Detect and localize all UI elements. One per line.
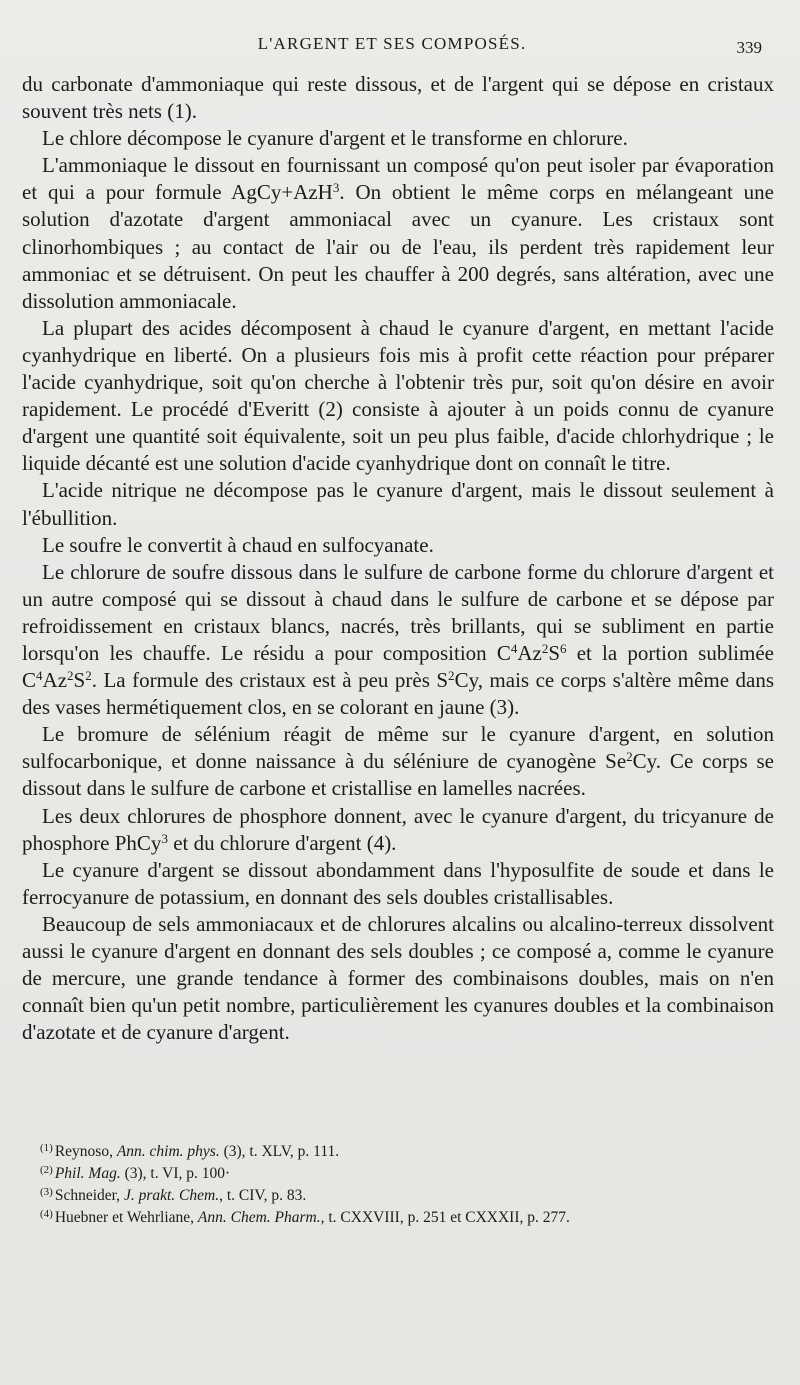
paragraph-text: L'acide nitrique ne décompose pas le cyanure d'argent, mais le dissout seulement à l'ébullition. bbox=[22, 478, 774, 530]
paragraph-text: Cy, mais ce corps s'altère même dans des vases hermétiquement clos, en se colorant en jaune (3). bbox=[22, 668, 774, 720]
superscript: 3 bbox=[332, 180, 340, 196]
paragraph-text: Le bromure de sélénium réagit de même sur le cyanure d'argent, en solution sulfocarbonique, et donne naissance à du séléniure de cyanogène Se bbox=[22, 722, 774, 774]
superscript: 2 bbox=[541, 640, 549, 656]
footnotes bbox=[40, 1139, 760, 1227]
paragraph-text: S bbox=[548, 640, 561, 665]
superscript: 3 bbox=[161, 830, 168, 846]
paragraph bbox=[22, 911, 774, 1046]
footnote bbox=[40, 1161, 760, 1183]
superscript: 4 bbox=[510, 640, 518, 656]
footnote-mark: (1) bbox=[40, 1142, 53, 1154]
footnote-journal: Phil. Mag. bbox=[54, 1165, 121, 1182]
paragraph-text: du carbonate d'ammoniaque qui reste dissous, et de l'argent qui se dépose en cristaux souvent très nets (1). bbox=[22, 72, 774, 124]
footnote-author: Schneider, bbox=[54, 1187, 124, 1204]
paragraph-text: . On obtient le même corps en mélangeant une solution d'azotate d'argent ammoniacal avec un cyanure. Les cristaux sont clinorhombiques ; au contact de l'air ou de l'eau, ils perdent très rapidement leur ammoniac et se détruisent. On peut les chauffer à 200 degrés, sans altération, avec une dissolution ammoniacale. bbox=[22, 180, 774, 313]
paragraph bbox=[22, 71, 774, 125]
paragraph-text: Le chlorure de soufre dissous dans le sulfure de carbone forme du chlorure d'argent et un autre composé qui se dissout à chaud dans le sulfure de carbone et se dépose par refroidissement en cristaux blancs, nacrés, très brillants, qui se subliment en partie lorsqu'on les chauffe. Le résidu a pour composition C bbox=[22, 559, 774, 665]
paragraph bbox=[22, 721, 774, 802]
superscript: 6 bbox=[560, 640, 567, 656]
paragraph-text: Az bbox=[517, 640, 542, 665]
running-head bbox=[22, 34, 762, 56]
superscript: 2 bbox=[626, 749, 633, 765]
footnote-ref: (3), t. VI, p. 100· bbox=[120, 1165, 231, 1182]
footnote-ref: , t. CIV, p. 83. bbox=[219, 1187, 307, 1204]
paragraph-text: L'ammoniaque le dissout en fournissant un composé qu'on peut isoler par évaporation et qui a pour formule AgCy+AzH bbox=[22, 153, 774, 205]
page-number: 339 bbox=[736, 38, 762, 57]
paragraph-text: Beaucoup de sels ammoniacaux et de chlorures alcalins ou alcalino-terreux dissolvent aussi le cyanure d'argent en donnant des sels doubles ; ce composé a, comme le cyanure de mercure, une grande tendance à former des combinaisons doubles, mais on n'en connaît bien qu'un petit nombre, particulièrement les cyanures doubles et la combinaison d'azotate et de cyanure d'argent. bbox=[22, 911, 774, 1045]
paragraph-text: Les deux chlorures de phosphore donnent, avec le cyanure d'argent, du tricyanure de phosphore PhCy bbox=[22, 803, 774, 855]
footnote-mark: (2) bbox=[40, 1164, 53, 1176]
footnote-author: Reynoso, bbox=[54, 1143, 117, 1160]
paragraph-text: Le chlore décompose le cyanure d'argent et le transforme en chlorure. bbox=[42, 126, 628, 151]
paragraph bbox=[22, 152, 774, 315]
paragraph bbox=[22, 532, 774, 559]
footnote bbox=[40, 1205, 760, 1227]
paragraph-text: Le cyanure d'argent se dissout abondamment dans l'hyposulfite de soude et dans le ferrocyanure de potassium, en donnant des sels doubles cristallisables. bbox=[22, 857, 774, 909]
superscript: 2 bbox=[85, 667, 92, 683]
paragraph bbox=[22, 803, 774, 857]
superscript: 4 bbox=[36, 667, 43, 683]
paragraph-text: Az bbox=[42, 668, 68, 693]
footnote-ref: (3), t. XLV, p. 111. bbox=[219, 1143, 340, 1160]
paragraph bbox=[22, 559, 774, 722]
footnote-mark: (4) bbox=[40, 1208, 53, 1220]
paragraph bbox=[22, 315, 774, 478]
paragraph-text: Le soufre le convertit à chaud en sulfocyanate. bbox=[42, 532, 434, 557]
paragraph-text: La plupart des acides décomposent à chaud le cyanure d'argent, en mettant l'acide cyanhydrique en liberté. On a plusieurs fois mis à profit cette réaction pour préparer l'acide cyanhydrique, soit qu'on cherche à l'obtenir très pur, soit qu'on désire en avoir rapidement. Le procédé d'Everitt (2) consiste à ajouter à un poids connu de cyanure d'argent une quantité soit équivalente, soit un peu plus faible, d'acide chlorhydrique ; le liquide décanté est une solution d'acide cyanhydrique dont on connaît le titre. bbox=[22, 315, 774, 476]
paragraph-text: . La formule des cristaux est à peu près S bbox=[91, 668, 449, 693]
paragraph bbox=[22, 477, 774, 531]
footnote-author: Huebner et Wehrliane, bbox=[54, 1209, 198, 1226]
footnote bbox=[40, 1183, 760, 1205]
footnote-mark: (3) bbox=[40, 1186, 53, 1198]
footnote-journal: J. prakt. Chem. bbox=[123, 1187, 220, 1204]
paragraph-text: et la portion sublimée C bbox=[22, 640, 774, 693]
running-title: L'ARGENT ET SES COMPOSÉS. bbox=[257, 34, 527, 53]
footnote-journal: Ann. chim. phys. bbox=[116, 1143, 220, 1160]
superscript: 2 bbox=[67, 667, 74, 683]
footnote-ref: , t. CXXVIII, p. 251 et CXXXII, p. 277. bbox=[320, 1209, 570, 1226]
paragraph bbox=[22, 857, 774, 911]
paragraph-text: Cy. Ce corps se dissout dans le sulfure de carbone et cristallise en lamelles nacrées. bbox=[22, 749, 775, 801]
superscript: 2 bbox=[448, 667, 455, 683]
paragraph-text: et du chlorure d'argent (4). bbox=[167, 830, 397, 855]
paragraph bbox=[22, 125, 774, 152]
footnote-journal: Ann. Chem. Pharm. bbox=[197, 1209, 321, 1226]
footnote bbox=[40, 1139, 760, 1161]
paragraph-text: S bbox=[73, 668, 86, 693]
body-text bbox=[22, 71, 774, 1046]
